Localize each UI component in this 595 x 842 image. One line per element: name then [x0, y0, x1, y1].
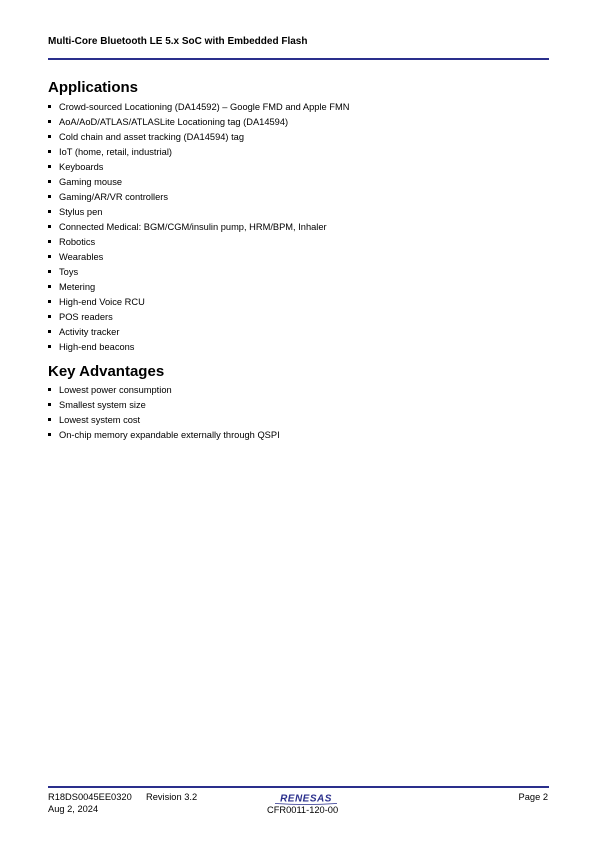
list-item-text: Stylus pen	[59, 207, 103, 217]
bullet-icon	[48, 135, 51, 138]
list-item	[48, 310, 349, 325]
list-item	[48, 325, 349, 340]
list-item	[48, 398, 280, 413]
list-item	[48, 428, 280, 443]
list-item	[48, 130, 349, 145]
list-item-text: Gaming mouse	[59, 177, 123, 187]
list-item	[48, 295, 349, 310]
applications-list	[48, 100, 349, 355]
list-item-text: Gaming/AR/VR controllers	[59, 192, 169, 202]
list-item-text: Smallest system size	[59, 400, 146, 410]
list-item-text: AoA/AoD/ATLAS/ATLASLite Locationing tag (DA14594)	[59, 117, 289, 127]
list-item	[48, 175, 349, 190]
form-code: CFR0011-120-00	[267, 805, 339, 815]
bullet-icon	[48, 105, 51, 108]
list-item	[48, 115, 349, 130]
page-number: Page 2	[518, 792, 548, 802]
revision-label: Revision 3.2	[146, 792, 198, 802]
list-item-text: High-end Voice RCU	[59, 297, 145, 307]
list-item-text: Activity tracker	[59, 327, 120, 337]
bullet-icon	[48, 225, 51, 228]
list-item-text: Keyboards	[59, 162, 104, 172]
bullet-icon	[48, 433, 51, 436]
list-item-text: IoT (home, retail, industrial)	[59, 147, 172, 157]
list-item-text: Robotics	[59, 237, 96, 247]
document-number: R18DS0045EE0320	[48, 792, 132, 802]
renesas-logo	[271, 791, 341, 805]
bullet-icon	[48, 270, 51, 273]
bullet-icon	[48, 165, 51, 168]
list-item-text: On-chip memory expandable externally through QSPI	[59, 430, 280, 440]
list-item-text: High-end beacons	[59, 342, 135, 352]
applications-heading: Applications	[48, 79, 139, 96]
list-item-text: Wearables	[59, 252, 104, 262]
bullet-icon	[48, 180, 51, 183]
bullet-icon	[48, 120, 51, 123]
key-advantages-heading: Key Advantages	[48, 363, 165, 380]
bullet-icon	[48, 255, 51, 258]
list-item-text: Lowest system cost	[59, 415, 141, 425]
list-item	[48, 265, 349, 280]
bullet-icon	[48, 210, 51, 213]
header-divider	[48, 58, 549, 60]
bullet-icon	[48, 195, 51, 198]
list-item-text: Toys	[59, 267, 79, 277]
list-item	[48, 250, 349, 265]
list-item	[48, 235, 349, 250]
bullet-icon	[48, 418, 51, 421]
list-item	[48, 383, 280, 398]
bullet-icon	[48, 150, 51, 153]
bullet-icon	[48, 388, 51, 391]
list-item	[48, 340, 349, 355]
list-item-text: Lowest power consumption	[59, 385, 172, 395]
list-item-text: Cold chain and asset tracking (DA14594) tag	[59, 132, 245, 142]
list-item	[48, 160, 349, 175]
bullet-icon	[48, 240, 51, 243]
list-item	[48, 280, 349, 295]
footer-divider	[48, 786, 549, 788]
list-item-text: Crowd-sourced Locationing (DA14592) – Google FMD and Apple FMN	[59, 102, 350, 112]
bullet-icon	[48, 285, 51, 288]
list-item	[48, 145, 349, 160]
key-advantages-list	[48, 383, 280, 443]
bullet-icon	[48, 345, 51, 348]
list-item	[48, 190, 349, 205]
list-item-text: Metering	[59, 282, 96, 292]
bullet-icon	[48, 300, 51, 303]
document-title: Multi-Core Bluetooth LE 5.x SoC with Embedded Flash	[48, 36, 308, 47]
publication-date: Aug 2, 2024	[48, 804, 99, 814]
list-item-text: POS readers	[59, 312, 113, 322]
bullet-icon	[48, 315, 51, 318]
list-item-text: Connected Medical: BGM/CGM/insulin pump, HRM/BPM, Inhaler	[59, 222, 327, 232]
logo-text: RENESAS	[280, 793, 332, 805]
list-item	[48, 413, 280, 428]
bullet-icon	[48, 403, 51, 406]
list-item	[48, 205, 349, 220]
bullet-icon	[48, 330, 51, 333]
list-item	[48, 220, 349, 235]
list-item	[48, 100, 349, 115]
